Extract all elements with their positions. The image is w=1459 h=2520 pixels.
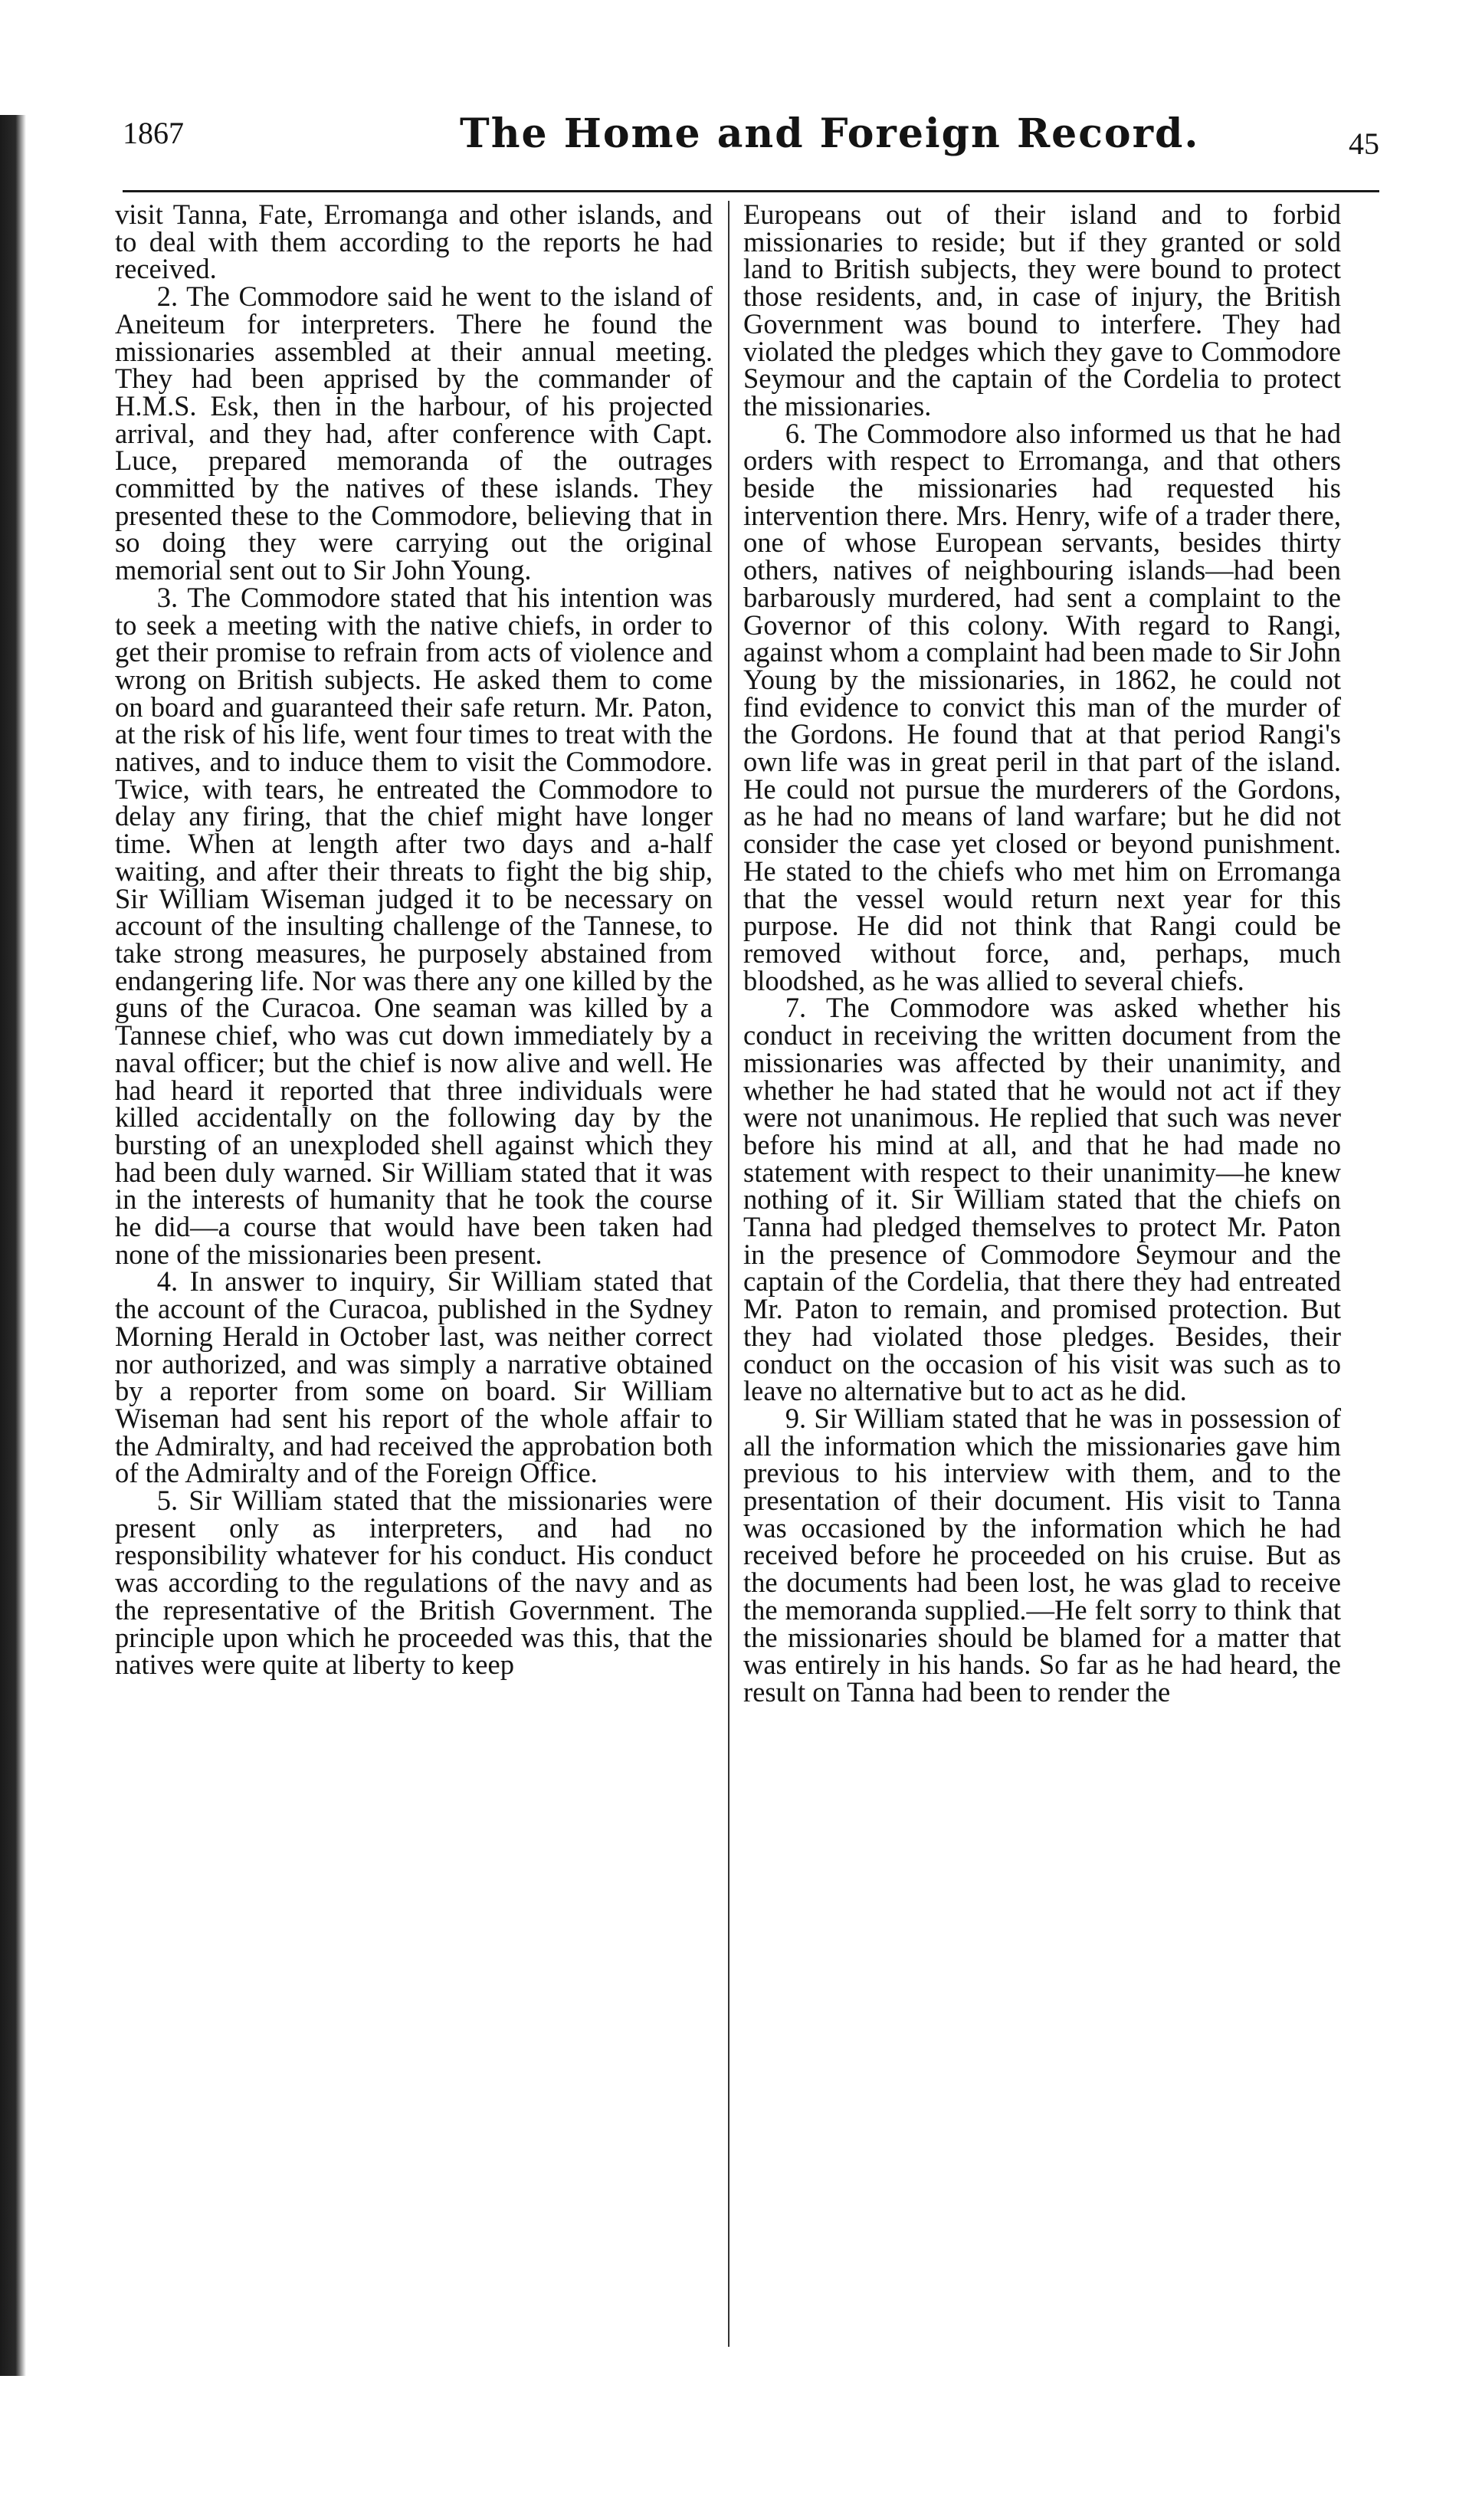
paragraph-continued: visit Tanna, Fate, Erromanga and other islands, and to deal with them according to the reports he had received.: [115, 199, 713, 285]
paragraph-5-continued: Europeans out of their island and to forbid missionaries to reside; but if they granted or sold land to British subjects, they were bound to protect those residents, and, in case of injury, the British Government was bound to interfere. They had violated the pledges which they gave to Commodore Seymour and the captain of the Cordelia to protect the missionaries.: [743, 199, 1341, 422]
paragraph-7: 7. The Commodore was asked whether his conduct in receiving the written document from the missionaries was affected by their unanimity, and whether he had stated that he would not act if they were not unanimous. He replied that such was never before his mind at all, and that he had made no statement with respect to their unanimity—he knew nothing of it. Sir William stated that the chiefs on Tanna had pledged themselves to protect Mr. Paton in the presence of Commodore Seymour and the captain of the Cordelia, that there they had entreated Mr. Paton to remain, and promised protection. But they had violated those pledges. Besides, their conduct on the occasion of his visit was such as to leave no alternative but to act as he did.: [743, 992, 1341, 1407]
journal-title: The Home and Foreign Record.: [460, 110, 1200, 157]
right-column: [743, 201, 1341, 1706]
paragraph-9: 9. Sir William stated that he was in possession of all the information which the missionaries gave him previous to his interview with them, and to the presentation of their document. His visit to Tanna was occasioned by the information which he had received before he proceeded on his cruise. But as the documents had been lost, he was glad to receive the memoranda supplied.—He felt sorry to think that the missionaries should be blamed for a matter that was entirely in his hands. So far as he had heard, the result on Tanna had been to render the: [743, 1402, 1341, 1708]
page-number: 45: [1349, 126, 1379, 161]
header-rule: [123, 190, 1379, 192]
running-header: [123, 110, 1379, 184]
binding-shadow: [0, 115, 26, 2376]
column-divider: [728, 201, 730, 2347]
paragraph-3: 3. The Commodore stated that his intention was to seek a meeting with the native chiefs, in order to get their promise to refrain from acts of violence and wrong on British subjects. He asked them to come on board and guaranteed their safe return. Mr. Paton, at the risk of his life, went four times to treat with the natives, and to induce them to visit the Commodore. Twice, with tears, he entreated the Commodore to delay any firing, that the chief might have longer time. When at length after two days and a-half waiting, and after their threats to fight the big ship, Sir William Wiseman judged it to be necessary on account of the insulting challenge of the Tannese, to take strong measures, he purposely abstained from endangering life. Nor was there any one killed by the guns of the Curacoa. One seaman was killed by a Tannese chief, who was cut down immediately by a naval officer; but the chief is now alive and well. He had heard it reported that three individuals were killed accidentally on the following day by the bursting of an unexploded shell against which they had been duly warned. Sir William stated that it was in the interests of humanity that he took the course he did—a course that would have been taken had none of the missionaries been present.: [115, 581, 713, 1270]
paragraph-6: 6. The Commodore also informed us that he had orders with respect to Erromanga, and that others beside the missionaries had requested his intervention there. Mrs. Henry, wife of a trader there, one of whose European servants, besides thirty others, natives of neighbouring islands—had been barbarously murdered, had sent a complaint to the Governor of this colony. With regard to Rangi, against whom a complaint had been made to Sir John Young by the missionaries, in 1862, he could not find evidence to convict this man of the murder of the Gordons. He found that at that period Rangi's own life was in great peril in that part of the island. He could not pursue the murderers of the Gordons, as he had no means of land warfare; but he did not consider the case yet closed or beyond punishment. He stated to the chiefs who met him on Erromanga that the vessel would return next year for this purpose. He did not think that Rangi could be removed without force, and, perhaps, much bloodshed, as he was allied to several chiefs.: [743, 417, 1341, 996]
left-column: [115, 199, 713, 1681]
paragraph-2: 2. The Commodore said he went to the island of Aneiteum for interpreters. There he found the missionaries assembled at their annual meeting. They had been apprised by the commander of H.M.S. Esk, then in the harbour, of his projected arrival, and they had, after conference with Capt. Luce, prepared memoranda of the outrages committed by the natives of these islands. They presented these to the Commodore, believing that in so doing they were carrying out the original memorial sent out to Sir John Young.: [115, 281, 713, 586]
paragraph-5: 5. Sir William stated that the missionaries were present only as interpreters, and had no responsibility whatever for his conduct. His conduct was according to the regulations of the navy and as the representative of the British Government. The principle upon which he proceeded was this, that the natives were quite at liberty to keep: [115, 1485, 713, 1681]
header-year: 1867: [123, 116, 184, 150]
paragraph-4: 4. In answer to inquiry, Sir William stated that the account of the Curacoa, published in the Sydney Morning Herald in October last, was neither correct nor authorized, and was simply a narrative obtained by a reporter from some on board. Sir William Wiseman had sent his report of the whole affair to the Admiralty, and had received the approbation both of the Admiralty and of the Foreign Office.: [115, 1265, 713, 1489]
